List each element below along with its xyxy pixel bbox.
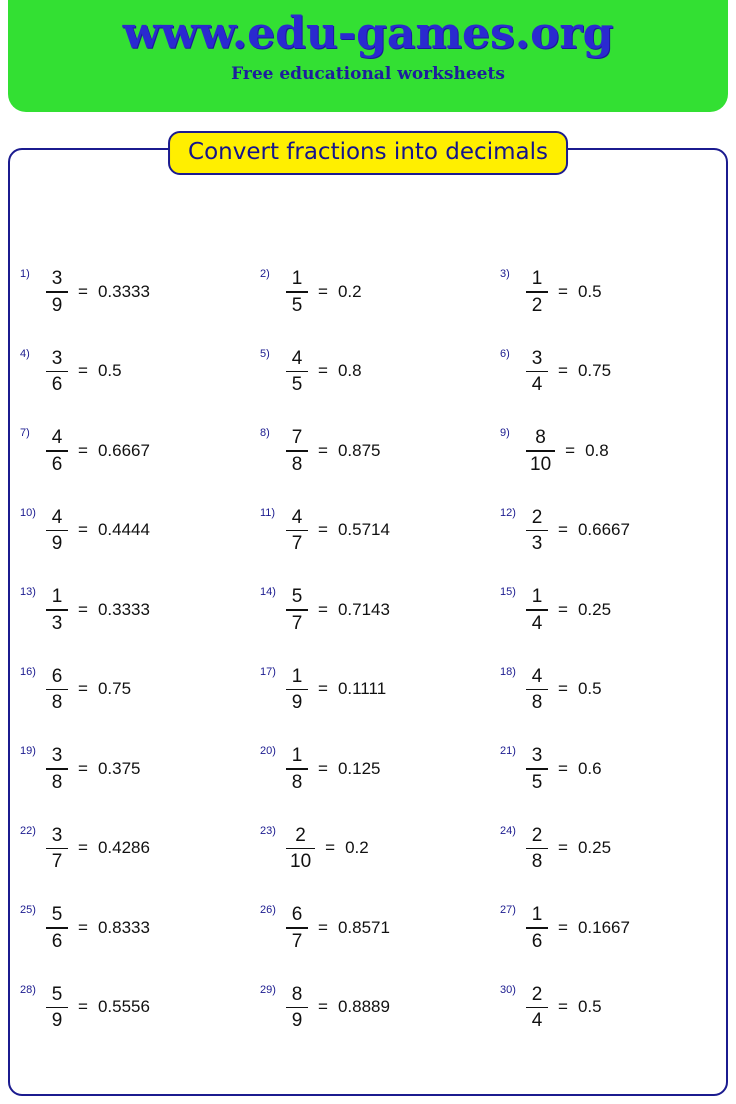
fraction bbox=[526, 985, 548, 1031]
problem-number: 19) bbox=[20, 745, 36, 757]
decimal-answer: 0.3333 bbox=[97, 281, 150, 301]
decimal-answer: 0.1667 bbox=[577, 917, 630, 937]
equals-sign: = bbox=[78, 838, 88, 858]
problem-number: 9) bbox=[500, 427, 510, 439]
fraction-numerator: 6 bbox=[51, 665, 63, 687]
fraction bbox=[526, 587, 548, 633]
equals-sign: = bbox=[318, 997, 328, 1017]
fraction-numerator: 3 bbox=[531, 745, 543, 766]
fraction-numerator: 4 bbox=[51, 427, 63, 448]
fraction bbox=[526, 746, 548, 792]
fraction-numerator: 8 bbox=[291, 983, 303, 1005]
equals-sign: = bbox=[318, 679, 328, 699]
fraction-bar bbox=[526, 689, 548, 691]
equals-sign: = bbox=[558, 997, 568, 1017]
fraction-bar bbox=[286, 530, 308, 532]
fraction-denominator: 4 bbox=[531, 374, 543, 395]
equals-sign: = bbox=[78, 599, 88, 619]
equals-sign: = bbox=[78, 679, 88, 699]
fraction bbox=[46, 269, 68, 315]
fraction-numerator: 3 bbox=[51, 824, 63, 846]
problem-item bbox=[488, 332, 728, 412]
problem-number: 13) bbox=[20, 586, 36, 598]
problem-number: 22) bbox=[20, 824, 36, 837]
problem-item bbox=[248, 729, 488, 809]
fraction-bar bbox=[286, 609, 308, 611]
fraction bbox=[526, 508, 548, 554]
fraction-bar bbox=[286, 1007, 308, 1009]
decimal-answer: 0.5714 bbox=[337, 520, 390, 540]
fraction-numerator: 1 bbox=[531, 904, 543, 925]
problem-number: 15) bbox=[500, 586, 516, 598]
problem-number: 24) bbox=[500, 824, 516, 837]
fraction-denominator: 10 bbox=[530, 453, 552, 475]
problem-number: 23) bbox=[260, 824, 276, 837]
decimal-answer: 0.2 bbox=[337, 281, 362, 301]
equals-sign: = bbox=[558, 758, 568, 778]
equals-sign: = bbox=[318, 440, 328, 460]
fraction-numerator: 4 bbox=[291, 347, 303, 369]
fraction-bar bbox=[286, 768, 308, 770]
problem-item bbox=[8, 252, 248, 332]
problem-number: 10) bbox=[20, 506, 36, 519]
fraction-numerator: 1 bbox=[291, 745, 303, 766]
fraction-denominator: 8 bbox=[291, 771, 303, 793]
fraction-bar bbox=[526, 371, 548, 373]
fraction-denominator: 3 bbox=[531, 533, 543, 554]
fraction bbox=[286, 428, 308, 474]
problem-item bbox=[248, 252, 488, 332]
decimal-answer: 0.6 bbox=[577, 758, 602, 778]
problem-item bbox=[248, 332, 488, 412]
problem-number: 26) bbox=[260, 904, 276, 916]
fraction-bar bbox=[286, 927, 308, 929]
fraction-bar bbox=[46, 371, 68, 373]
fraction-bar bbox=[526, 609, 548, 611]
problem-number: 18) bbox=[500, 665, 516, 678]
fraction-numerator: 2 bbox=[295, 824, 306, 846]
decimal-answer: 0.875 bbox=[337, 440, 381, 460]
decimal-answer: 0.6667 bbox=[97, 440, 150, 460]
fraction bbox=[286, 746, 308, 792]
fraction-bar bbox=[286, 450, 308, 452]
fraction bbox=[526, 428, 555, 474]
decimal-answer: 0.8889 bbox=[337, 997, 390, 1017]
equals-sign: = bbox=[558, 917, 568, 937]
fraction-bar bbox=[526, 291, 548, 293]
fraction bbox=[286, 826, 315, 872]
problem-item bbox=[8, 411, 248, 491]
fraction bbox=[526, 667, 548, 713]
problem-item bbox=[488, 252, 728, 332]
problem-item bbox=[248, 888, 488, 968]
worksheet-title: Convert fractions into decimals bbox=[168, 131, 568, 175]
fraction-bar bbox=[526, 530, 548, 532]
fraction-numerator: 5 bbox=[291, 586, 303, 607]
fraction-denominator: 8 bbox=[291, 453, 303, 475]
equals-sign: = bbox=[78, 281, 88, 301]
problem-number: 16) bbox=[20, 665, 36, 678]
decimal-answer: 0.75 bbox=[577, 361, 612, 381]
fraction-denominator: 3 bbox=[51, 612, 63, 634]
equals-sign: = bbox=[318, 917, 328, 937]
fraction-numerator: 4 bbox=[51, 506, 63, 528]
decimal-answer: 0.6667 bbox=[577, 520, 630, 540]
fraction bbox=[46, 587, 68, 633]
fraction-denominator: 9 bbox=[51, 533, 63, 554]
equals-sign: = bbox=[565, 440, 576, 460]
problem-item bbox=[488, 411, 728, 491]
fraction-bar bbox=[46, 530, 68, 532]
fraction-denominator: 9 bbox=[51, 294, 63, 316]
problem-number: 27) bbox=[500, 904, 516, 916]
problem-item bbox=[248, 968, 488, 1048]
problem-item bbox=[248, 491, 488, 571]
decimal-answer: 0.4286 bbox=[97, 838, 150, 858]
fraction-numerator: 1 bbox=[531, 586, 543, 607]
fraction-numerator: 2 bbox=[531, 506, 543, 528]
problem-number: 29) bbox=[260, 983, 276, 996]
equals-sign: = bbox=[318, 599, 328, 619]
fraction-bar bbox=[526, 1007, 548, 1009]
fraction-numerator: 3 bbox=[51, 347, 63, 369]
site-banner bbox=[8, 0, 728, 112]
fraction-numerator: 7 bbox=[291, 427, 303, 448]
fraction-numerator: 1 bbox=[531, 268, 543, 289]
site-subtitle: Free educational worksheets bbox=[231, 64, 505, 84]
fraction bbox=[526, 269, 548, 315]
decimal-answer: 0.1111 bbox=[337, 679, 387, 699]
problem-item bbox=[8, 729, 248, 809]
fraction bbox=[46, 826, 68, 872]
problem-number: 17) bbox=[260, 665, 276, 678]
problem-number: 20) bbox=[260, 745, 276, 757]
decimal-answer: 0.8 bbox=[585, 440, 609, 460]
fraction-numerator: 5 bbox=[51, 904, 63, 925]
fraction bbox=[46, 667, 68, 713]
fraction bbox=[46, 746, 68, 792]
problem-item bbox=[488, 650, 728, 730]
fraction-denominator: 7 bbox=[291, 930, 303, 952]
problem-item bbox=[8, 888, 248, 968]
decimal-answer: 0.2 bbox=[345, 838, 369, 858]
decimal-answer: 0.75 bbox=[97, 679, 132, 699]
fraction-denominator: 8 bbox=[531, 851, 543, 872]
fraction-numerator: 4 bbox=[291, 506, 303, 528]
fraction-bar bbox=[46, 291, 68, 293]
fraction-bar bbox=[46, 1007, 68, 1009]
fraction-denominator: 7 bbox=[291, 533, 303, 554]
decimal-answer: 0.8 bbox=[337, 361, 362, 381]
decimal-answer: 0.8571 bbox=[337, 917, 390, 937]
problem-number: 25) bbox=[20, 904, 36, 916]
problem-number: 12) bbox=[500, 506, 516, 519]
fraction-denominator: 10 bbox=[290, 851, 312, 872]
problem-number: 2) bbox=[260, 268, 270, 280]
fraction-denominator: 6 bbox=[51, 453, 63, 475]
equals-sign: = bbox=[558, 281, 568, 301]
fraction bbox=[526, 905, 548, 951]
decimal-answer: 0.5 bbox=[97, 361, 122, 381]
equals-sign: = bbox=[318, 281, 328, 301]
problem-item bbox=[248, 650, 488, 730]
decimal-answer: 0.7143 bbox=[337, 599, 390, 619]
problem-number: 3) bbox=[500, 268, 510, 280]
fraction-bar bbox=[286, 689, 308, 691]
fraction bbox=[46, 349, 68, 395]
fraction bbox=[46, 508, 68, 554]
fraction bbox=[286, 508, 308, 554]
fraction bbox=[286, 587, 308, 633]
fraction-denominator: 8 bbox=[531, 692, 543, 713]
problem-item bbox=[488, 491, 728, 571]
fraction-denominator: 6 bbox=[531, 930, 543, 952]
fraction bbox=[286, 349, 308, 395]
fraction-numerator: 6 bbox=[291, 904, 303, 925]
equals-sign: = bbox=[325, 838, 336, 858]
equals-sign: = bbox=[558, 679, 568, 699]
problem-item bbox=[488, 888, 728, 968]
fraction bbox=[286, 269, 308, 315]
fraction-bar bbox=[46, 609, 68, 611]
fraction-numerator: 1 bbox=[51, 586, 63, 607]
fraction-denominator: 9 bbox=[291, 1010, 303, 1031]
problem-number: 28) bbox=[20, 983, 36, 996]
problem-item bbox=[248, 411, 488, 491]
fraction bbox=[286, 667, 308, 713]
equals-sign: = bbox=[78, 361, 88, 381]
fraction bbox=[526, 349, 548, 395]
fraction-denominator: 7 bbox=[51, 851, 63, 872]
problem-number: 5) bbox=[260, 347, 270, 360]
site-title: www.edu-games.org bbox=[122, 8, 614, 59]
fraction bbox=[46, 985, 68, 1031]
fraction-numerator: 2 bbox=[531, 824, 543, 846]
fraction-bar bbox=[526, 848, 548, 850]
fraction-denominator: 4 bbox=[531, 1010, 543, 1031]
problem-item bbox=[8, 570, 248, 650]
problem-number: 1) bbox=[20, 268, 30, 280]
problem-item bbox=[488, 729, 728, 809]
fraction-denominator: 5 bbox=[531, 771, 543, 793]
fraction-bar bbox=[46, 450, 68, 452]
problem-item bbox=[248, 809, 488, 889]
fraction-denominator: 8 bbox=[51, 771, 63, 793]
fraction-numerator: 2 bbox=[531, 983, 543, 1005]
equals-sign: = bbox=[78, 440, 88, 460]
problem-item bbox=[8, 968, 248, 1048]
equals-sign: = bbox=[78, 917, 88, 937]
fraction-denominator: 4 bbox=[531, 612, 543, 634]
problem-item bbox=[248, 570, 488, 650]
fraction-numerator: 1 bbox=[291, 665, 303, 687]
decimal-answer: 0.8333 bbox=[97, 917, 150, 937]
fraction bbox=[46, 905, 68, 951]
problem-item bbox=[8, 809, 248, 889]
fraction-bar bbox=[286, 848, 315, 850]
problem-number: 30) bbox=[500, 983, 516, 996]
fraction-denominator: 6 bbox=[51, 930, 63, 952]
equals-sign: = bbox=[78, 758, 88, 778]
equals-sign: = bbox=[318, 758, 328, 778]
equals-sign: = bbox=[318, 520, 328, 540]
problem-number: 7) bbox=[20, 427, 30, 439]
fraction-denominator: 5 bbox=[291, 294, 303, 316]
problem-number: 6) bbox=[500, 347, 510, 360]
fraction bbox=[286, 905, 308, 951]
fraction-numerator: 4 bbox=[531, 665, 543, 687]
fraction-numerator: 3 bbox=[531, 347, 543, 369]
decimal-answer: 0.4444 bbox=[97, 520, 150, 540]
fraction-bar bbox=[526, 768, 548, 770]
fraction bbox=[526, 826, 548, 872]
fraction-denominator: 6 bbox=[51, 374, 63, 395]
equals-sign: = bbox=[318, 361, 328, 381]
decimal-answer: 0.125 bbox=[337, 758, 381, 778]
decimal-answer: 0.25 bbox=[577, 838, 612, 858]
problem-number: 14) bbox=[260, 586, 276, 598]
problem-number: 11) bbox=[260, 506, 276, 519]
equals-sign: = bbox=[558, 599, 568, 619]
problem-number: 8) bbox=[260, 427, 270, 439]
fraction-denominator: 9 bbox=[291, 692, 303, 713]
problem-number: 21) bbox=[500, 745, 516, 757]
fraction-numerator: 3 bbox=[51, 745, 63, 766]
decimal-answer: 0.5556 bbox=[97, 997, 150, 1017]
fraction-bar bbox=[46, 927, 68, 929]
problem-item bbox=[8, 650, 248, 730]
problem-item bbox=[488, 570, 728, 650]
fraction-bar bbox=[46, 848, 68, 850]
fraction-denominator: 7 bbox=[291, 612, 303, 634]
equals-sign: = bbox=[78, 997, 88, 1017]
problem-item bbox=[488, 968, 728, 1048]
fraction-bar bbox=[526, 927, 548, 929]
fraction-bar bbox=[46, 768, 68, 770]
decimal-answer: 0.5 bbox=[577, 679, 602, 699]
fraction-numerator: 8 bbox=[535, 427, 546, 448]
equals-sign: = bbox=[558, 361, 568, 381]
fraction-denominator: 9 bbox=[51, 1010, 63, 1031]
problem-item bbox=[8, 491, 248, 571]
decimal-answer: 0.375 bbox=[97, 758, 141, 778]
fraction bbox=[286, 985, 308, 1031]
fraction-bar bbox=[286, 371, 308, 373]
fraction-numerator: 5 bbox=[51, 983, 63, 1005]
problem-number: 4) bbox=[20, 347, 30, 360]
fraction-bar bbox=[46, 689, 68, 691]
fraction bbox=[46, 428, 68, 474]
equals-sign: = bbox=[78, 520, 88, 540]
fraction-denominator: 8 bbox=[51, 692, 63, 713]
decimal-answer: 0.5 bbox=[577, 281, 602, 301]
equals-sign: = bbox=[558, 520, 568, 540]
fraction-bar bbox=[286, 291, 308, 293]
fraction-denominator: 5 bbox=[291, 374, 303, 395]
fraction-numerator: 3 bbox=[51, 268, 63, 289]
fraction-bar bbox=[526, 450, 555, 452]
problem-item bbox=[488, 809, 728, 889]
problem-grid bbox=[8, 252, 728, 1047]
problem-item bbox=[8, 332, 248, 412]
decimal-answer: 0.25 bbox=[577, 599, 612, 619]
fraction-denominator: 2 bbox=[531, 294, 543, 316]
fraction-numerator: 1 bbox=[291, 268, 303, 289]
decimal-answer: 0.5 bbox=[577, 997, 602, 1017]
decimal-answer: 0.3333 bbox=[97, 599, 150, 619]
equals-sign: = bbox=[558, 838, 568, 858]
